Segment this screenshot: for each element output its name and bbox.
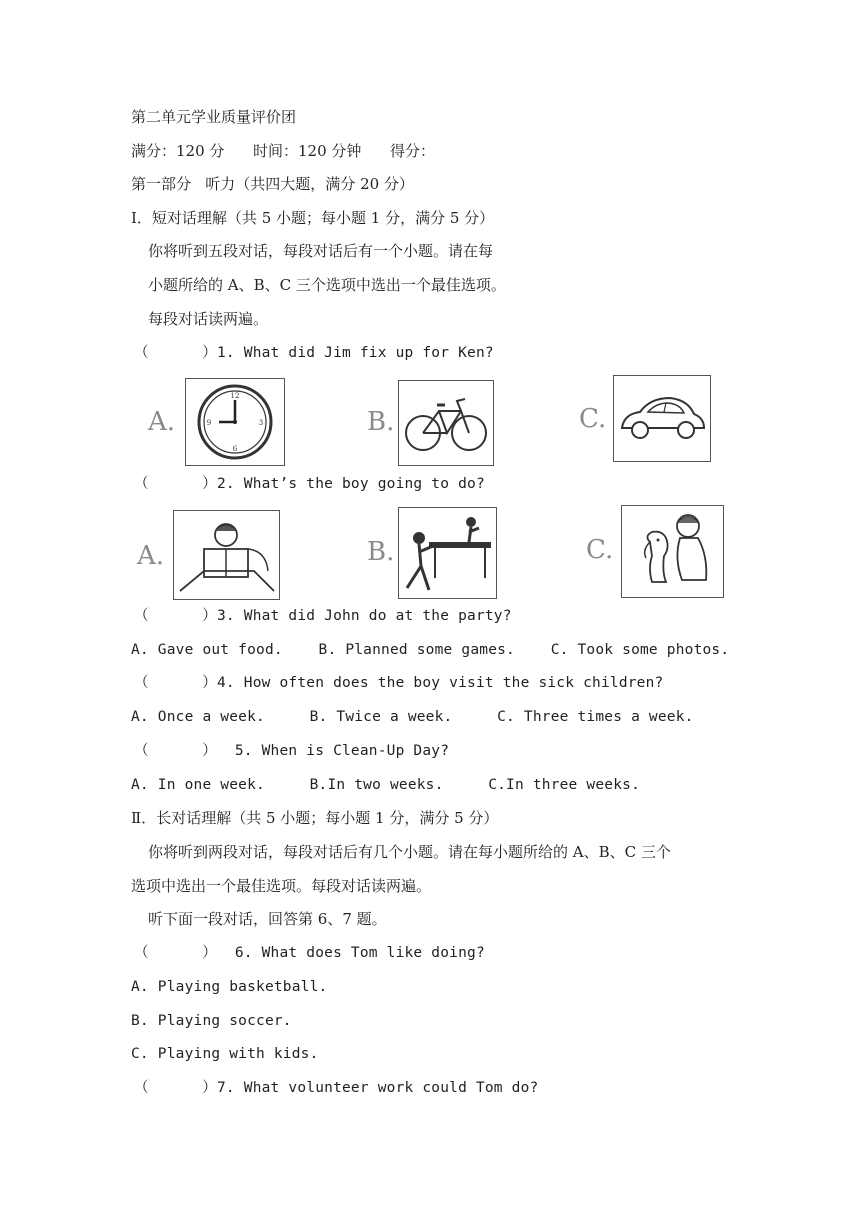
- question-3: （ ）3. What did John do at the party?: [134, 608, 512, 624]
- svg-text:3: 3: [258, 419, 264, 427]
- bicycle-picture: [398, 380, 494, 466]
- question-6: （ ） 6. What does Tom like doing?: [134, 945, 485, 961]
- q1-option-a-letter: A.: [148, 407, 176, 437]
- bicycle-icon: [399, 381, 493, 465]
- svg-text:9: 9: [206, 419, 212, 427]
- question-5-answers: A. In one week. B.In two weeks. C.In three weeks.: [131, 777, 640, 793]
- q1-option-c-letter: C.: [579, 404, 607, 434]
- ping-pong-icon: [399, 508, 496, 598]
- svg-text:6: 6: [232, 445, 238, 453]
- q2-option-c-letter: C.: [586, 535, 614, 565]
- paper-title: 第二单元学业质量评价团: [131, 108, 297, 126]
- section-1-instruction-3: 每段对话读两遍。: [148, 310, 269, 328]
- question-1: （ ）1. What did Jim fix up for Ken?: [134, 345, 494, 361]
- question-3-answers: A. Gave out food. B. Planned some games. C. Took some photos.: [131, 642, 730, 658]
- q2-option-a-letter: A.: [137, 541, 165, 571]
- section-2-instruction-3: 听下面一段对话，回答第 6、7 题。: [148, 910, 387, 928]
- boy-reading-icon: [174, 511, 279, 599]
- car-icon: [614, 376, 710, 461]
- car-picture: [613, 375, 711, 462]
- question-4-answers: A. Once a week. B. Twice a week. C. Three times a week.: [131, 709, 694, 725]
- part-one-heading: 第一部分 听力（共四大题，满分 20 分）: [131, 175, 414, 193]
- question-4: （ ）4. How often does the boy visit the sick children?: [134, 675, 664, 691]
- section-1-instruction-2: 小题所给的 A、B、C 三个选项中选出一个最佳选项。: [148, 276, 506, 294]
- svg-text:12: 12: [230, 392, 240, 400]
- section-2-title: Ⅱ．长对话理解（共 5 小题；每小题 1 分，满分 5 分）: [131, 809, 499, 827]
- question-6-option-b: B. Playing soccer.: [131, 1013, 292, 1029]
- score-info: 满分：120 分 时间：120 分钟 得分：: [131, 142, 436, 160]
- q1-option-b-letter: B.: [367, 407, 395, 437]
- question-6-option-c: C. Playing with kids.: [131, 1046, 319, 1062]
- clock-picture: [185, 378, 285, 466]
- section-2-instruction-1: 你将听到两段对话，每段对话后有几个小题。请在每小题所给的 A、B、C 三个: [148, 843, 671, 861]
- section-1-title: I．短对话理解（共 5 小题；每小题 1 分，满分 5 分）: [131, 209, 495, 227]
- section-2-instruction-2: 选项中选出一个最佳选项。每段对话读两遍。: [131, 877, 432, 895]
- question-7: （ ）7. What volunteer work could Tom do?: [134, 1080, 539, 1096]
- boy-with-dog-icon: [622, 506, 723, 597]
- question-5: （ ） 5. When is Clean-Up Day?: [134, 743, 450, 759]
- question-2: （ ）2. What’s the boy going to do?: [134, 476, 485, 492]
- q2-option-b-letter: B.: [367, 537, 395, 567]
- question-6-option-a: A. Playing basketball.: [131, 979, 328, 995]
- boy-reading-picture: [173, 510, 280, 600]
- clock-icon: [186, 379, 284, 465]
- boy-with-dog-picture: [621, 505, 724, 598]
- ping-pong-picture: [398, 507, 497, 599]
- section-1-instruction-1: 你将听到五段对话，每段对话后有一个小题。请在每: [148, 242, 494, 260]
